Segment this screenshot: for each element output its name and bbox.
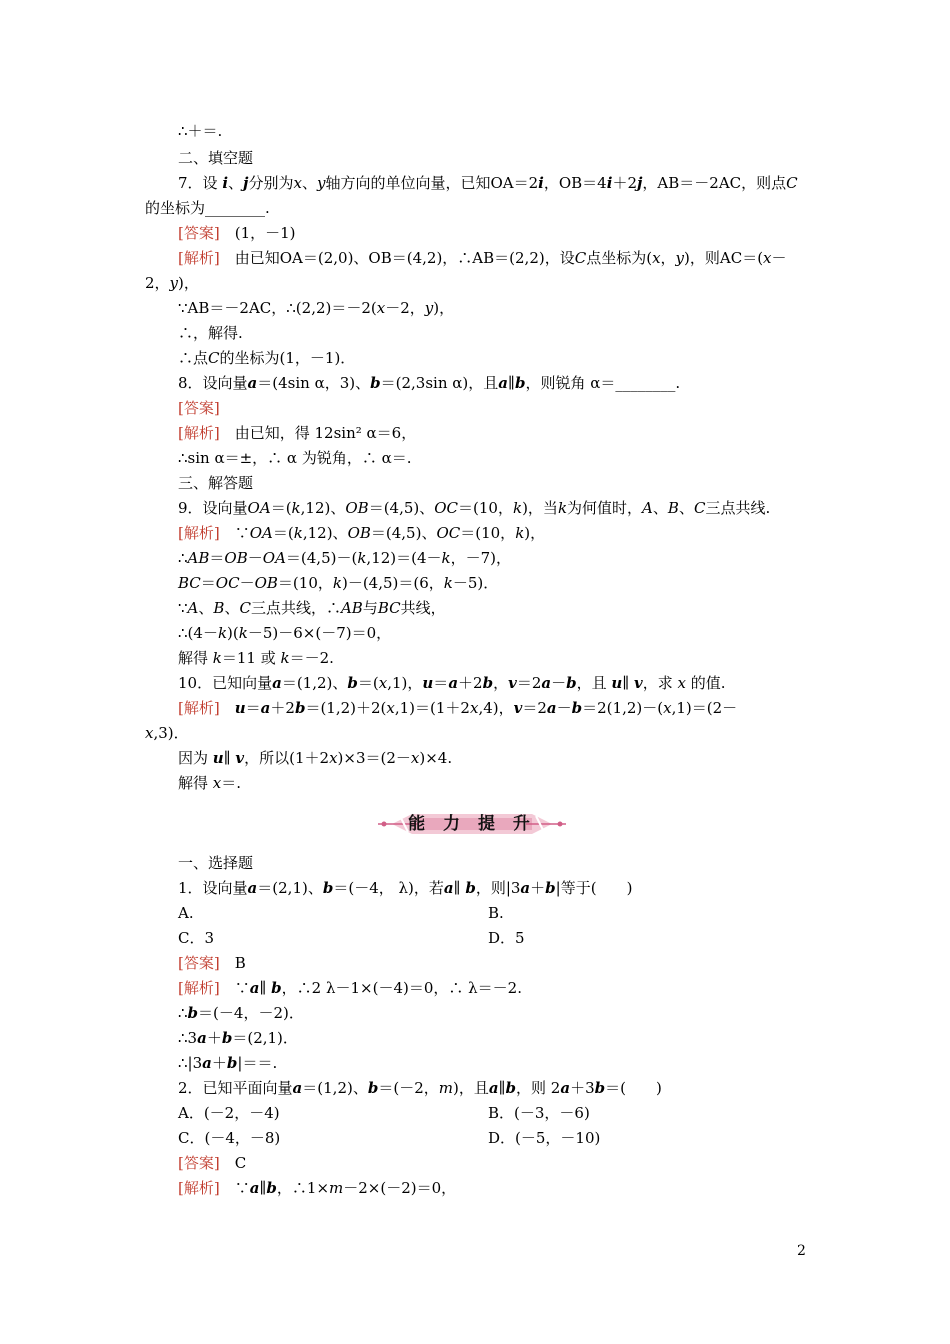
solution-1-line-4: ∴|3a＋b|＝＝.: [178, 1054, 278, 1072]
option-c: C．(－4，－8): [178, 1129, 281, 1147]
question-10: 10．已知向量a＝(1,2)、b＝(x,1)，u＝a＋2b，v＝2a－b，且 u∥ v，求 x 的值.: [178, 674, 726, 692]
option-b: B.: [488, 904, 504, 922]
answer-8: [答案]: [178, 399, 220, 417]
solution-10-line-2: x,3)．: [145, 724, 189, 742]
question-2: 2．已知平面向量a＝(1,2)、b＝(－2，m)，且a∥b，则 2a＋3b＝( ): [178, 1079, 662, 1097]
option-b: B．(－3，－6): [488, 1104, 590, 1122]
section-heading: 三、解答题: [178, 474, 254, 492]
question-7: 7．设 i、j分别为x、y轴方向的单位向量，已知OA＝2i，OB＝4i＋2j，AB＝－2AC，则点C: [178, 174, 798, 192]
solution-2-line-1: [解析] ∵a∥b，∴1×m－2×(－2)＝0，: [178, 1179, 457, 1197]
solution-1-line-3: ∴3a＋b＝(2,1)．: [178, 1029, 298, 1047]
option-a: A.: [178, 904, 194, 922]
text-line: ∴＋＝.: [178, 122, 223, 140]
solution-9-line-1: [解析] ∵OA＝(k,12)、OB＝(4,5)、OC＝(10，k)，: [178, 524, 546, 542]
section-heading: 二、填空题: [178, 149, 254, 167]
banner-title: 能 力 提 升: [408, 814, 536, 834]
question-1: 1．设向量a＝(2,1)、b＝(－4， λ)，若a∥ b，则|3a＋b|等于( ): [178, 879, 633, 897]
option-a: A．(－2，－4): [178, 1104, 280, 1122]
solution-10-line-1: [解析] u＝a＋2b＝(1,2)＋2(x,1)＝(1＋2x,4)，v＝2a－b＝2(1,2)－(x,1)＝(2－: [178, 699, 738, 717]
answer-2: [答案] C: [178, 1154, 247, 1172]
section-banner: [378, 810, 566, 838]
answer-7: [答案] (1，－1): [178, 224, 296, 242]
solution-1-line-2: ∴b＝(－4，－2)．: [178, 1004, 304, 1022]
solution-7-line-3: ∵AB＝－2AC，∴(2,2)＝－2(x－2，y)，: [178, 299, 455, 317]
solution-7-line-5: ∴点C的坐标为(1，－1)．: [178, 349, 356, 367]
solution-10-line-4: 解得 x＝.: [178, 774, 242, 792]
solution-8-line-1: [解析] 由已知，得 12sin² α＝6，: [178, 424, 417, 442]
option-c: C．3: [178, 929, 215, 947]
answer-1: [答案] B: [178, 954, 246, 972]
solution-7-line-2: 2，y)，: [145, 274, 199, 292]
option-d: D．5: [488, 929, 525, 947]
question-9: 9．设向量OA＝(k,12)、OB＝(4,5)、OC＝(10，k)，当k为何值时，A、B、C三点共线.: [178, 499, 771, 517]
solution-10-line-3: 因为 u∥ v，所以(1＋2x)×3＝(2－x)×4.: [178, 749, 453, 767]
question-8: 8．设向量a＝(4sin α，3)、b＝(2,3sin α)，且a∥b，则锐角 α＝________.: [178, 374, 681, 392]
solution-9-line-5: ∴(4－k)(k－5)－6×(－7)＝0，: [178, 624, 392, 642]
option-d: D．(－5，－10): [488, 1129, 601, 1147]
solution-9-line-6: 解得 k＝11 或 k＝－2.: [178, 649, 334, 667]
solution-9-line-2: ∴AB＝OB－OA＝(4,5)－(k,12)＝(4－k，－7)，: [178, 549, 512, 567]
solution-8-line-2: ∴sin α＝±，∴ α 为锐角，∴ α＝.: [178, 449, 412, 467]
section-heading: 一、选择题: [178, 854, 254, 872]
question-7-cont: 的坐标为________.: [145, 199, 270, 217]
solution-9-line-4: ∵A、B、C三点共线，∴AB与BC共线，: [178, 599, 446, 617]
solution-7-line-4: ∴，解得.: [178, 324, 243, 342]
page-number: 2: [797, 1243, 806, 1259]
solution-1-line-1: [解析] ∵a∥ b，∴2 λ－1×(－4)＝0，∴ λ＝－2.: [178, 979, 522, 997]
solution-7-line-1: [解析] 由已知OA＝(2,0)、OB＝(4,2)，∴AB＝(2,2)，设C点坐标为(x，y)，则AC＝(x－: [178, 249, 787, 267]
solution-9-line-3: BC＝OC－OB＝(10，k)－(4,5)＝(6，k－5)．: [178, 574, 499, 592]
